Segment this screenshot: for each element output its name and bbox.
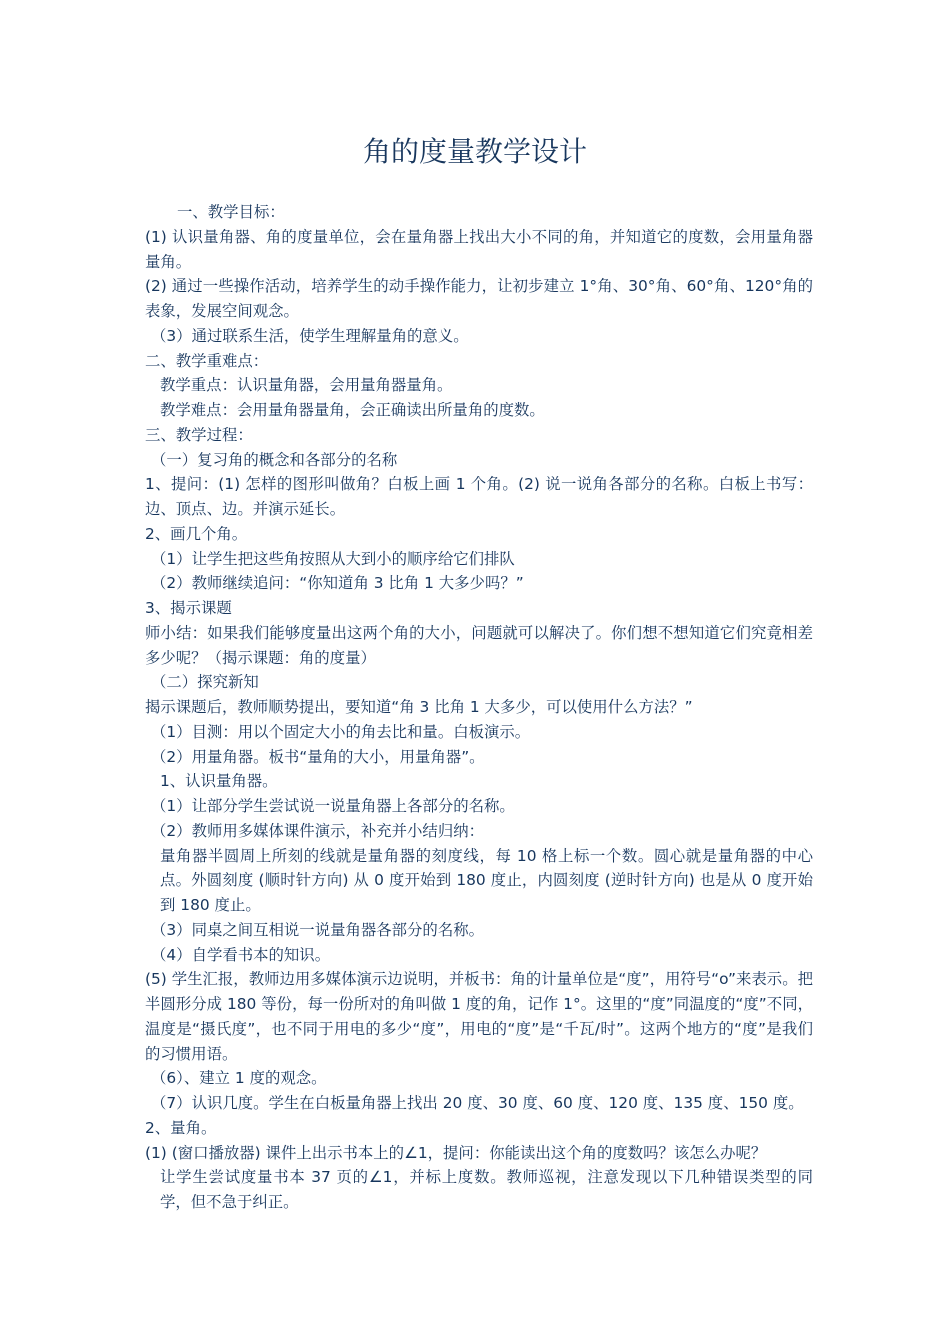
paragraph: 教学重点：认识量角器，会用量角器量角。	[160, 376, 453, 395]
paragraph: （一）复习角的概念和各部分的名称	[151, 450, 398, 469]
paragraph: （2）用量角器。板书“量角的大小，用量角器”。	[151, 747, 485, 766]
paragraph: （2）教师继续追问：“你知道角 3 比角 1 大多少吗？”	[151, 574, 524, 593]
document-title: 角的度量教学设计	[362, 135, 587, 168]
paragraph: (1) 认识量角器、角的度量单位，会在量角器上找出大小不同的角，并知道它的度数，会用量角器量角。	[145, 227, 813, 271]
paragraph: （6）、建立 1 度的观念。	[151, 1069, 327, 1088]
paragraph: 一、教学目标：	[177, 203, 285, 221]
paragraph: （3）通过联系生活，使学生理解量角的意义。	[151, 326, 469, 345]
paragraph: 量角器半圆周上所刻的线就是量角器的刻度线，每 10 格上标一个数。圆心就是量角器的中心点。外圆刻度 (顺时针方向) 从 0 度开始到 180 度止，内圆刻度 (逆时针方向) 也是从 0 度开始到 180 度止。	[160, 846, 813, 914]
document-body	[145, 200, 813, 1215]
paragraph: 教学难点：会用量角器量角，会正确读出所量角的度数。	[160, 401, 545, 419]
paragraph: 揭示课题后，教师顺势提出，要知道“角 3 比角 1 大多少，可以使用什么方法？”	[145, 698, 693, 716]
paragraph: 二、教学重难点：	[145, 351, 269, 370]
paragraph: (2) 通过一些操作活动，培养学生的动手操作能力，让初步建立 1°角、30°角、60°角、120°角的表象，发展空间观念。	[145, 277, 813, 320]
paragraph: 师小结：如果我们能够度量出这两个角的大小，问题就可以解决了。你们想不想知道它们究竟相差多少呢？（揭示课题：角的度量）	[145, 623, 813, 667]
paragraph: 三、教学过程：	[145, 425, 253, 444]
paragraph: （1）目测：用以个固定大小的角去比和量。白板演示。	[151, 722, 531, 741]
paragraph: (5) 学生汇报，教师边用多媒体演示边说明，并板书：角的计量单位是“度”，用符号“o”来表示。把半圆形分成 180 等份，每一份所对的角叫做 1 度的角，记作 1°。这里的“度”同温度的“度”不同，温度是“摄氏度”，也不同于用电的多少“度”，用电的“度”是“千瓦/时”。这两个地方的“度”是我们的习惯用语。	[145, 970, 813, 1063]
paragraph: 1、提问：(1) 怎样的图形叫做角？白板上画 1 个角。(2) 说一说角各部分的名称。白板上书写：边、顶点、边。并演示延长。	[145, 475, 813, 518]
paragraph: （1）让学生把这些角按照从大到小的顺序给它们排队	[151, 549, 515, 568]
paragraph: 3、揭示课题	[145, 599, 232, 617]
paragraph: （二）探究新知	[151, 673, 259, 692]
paragraph: 让学生尝试度量书本 37 页的∠1，并标上度数。教师巡视，注意发现以下几种错误类型的同学，但不急于纠正。	[160, 1168, 813, 1211]
paragraph: （2）教师用多媒体课件演示，补充并小结归纳：	[151, 821, 484, 840]
paragraph: 2、画几个角。	[145, 524, 248, 543]
paragraph: 1、认识量角器。	[160, 772, 278, 791]
paragraph: （4）自学看书本的知识。	[151, 945, 331, 964]
paragraph: （3）同桌之间互相说一说量角器各部分的名称。	[151, 920, 484, 939]
paragraph: (1) (窗口播放器) 课件上出示书本上的∠1，提问：你能读出这个角的度数吗？该怎么办呢？	[145, 1143, 767, 1162]
paragraph: （1）让部分学生尝试说一说量角器上各部分的名称。	[151, 797, 515, 815]
paragraph: （7）认识几度。学生在白板量角器上找出 20 度、30 度、60 度、120 度、135 度、150 度。	[151, 1094, 804, 1112]
paragraph: 2、量角。	[145, 1118, 217, 1137]
